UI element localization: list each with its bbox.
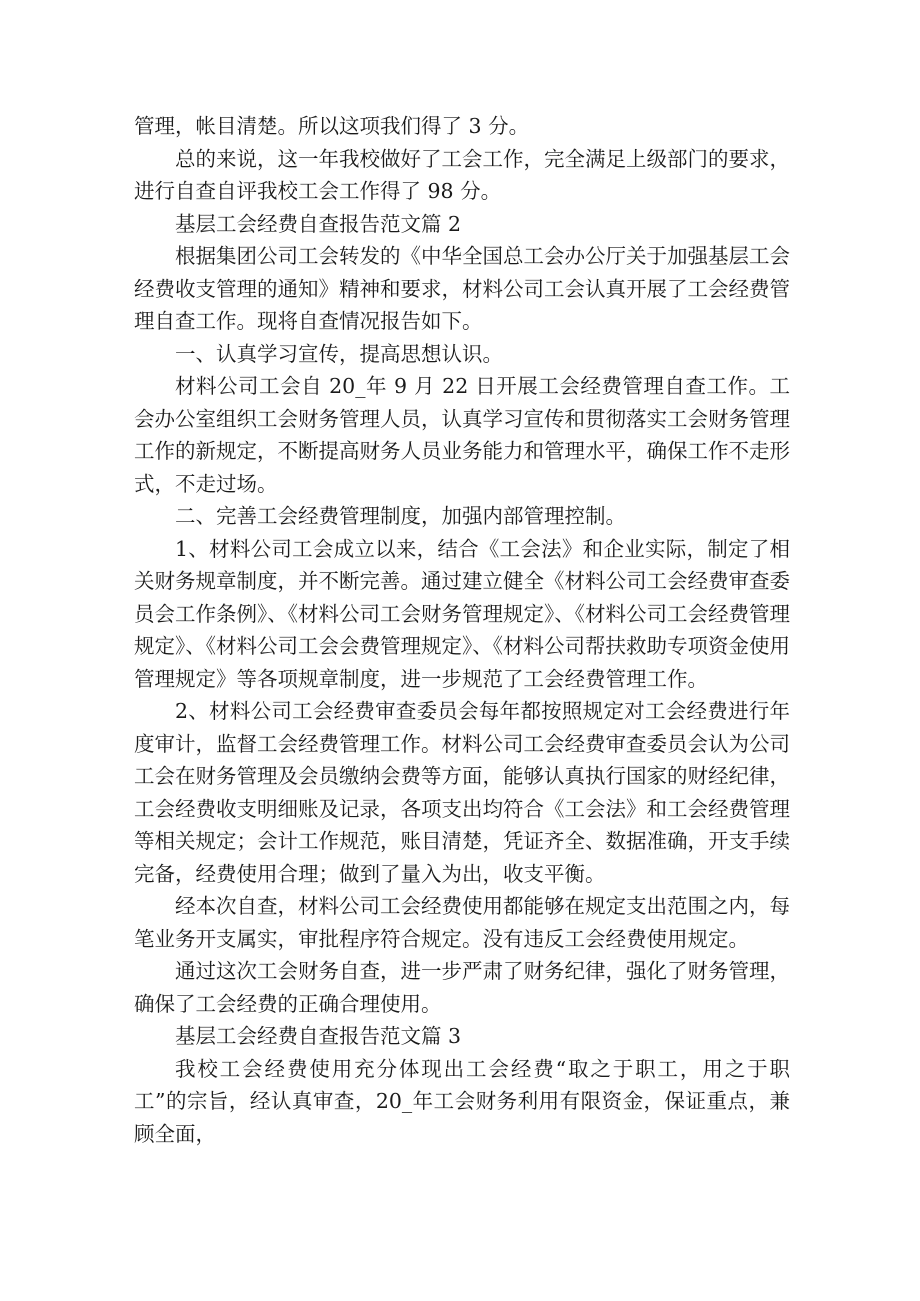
- paragraph-point-1-title: 一、认真学习宣传，提高思想认识。: [175, 341, 503, 366]
- paragraph-item-2: 2、材料公司工会经费审查委员会每年都按照规定对工会经费进行年度审计，监督工会经费管理工作。材料公司工会经费审查委员会认为公司工会在财务管理及会员缴纳会费等方面，能够认真执行国家的财经纪律，工会经费收支明细账及记录，各项支出均符合《工会法》和工会经费管理等相关规定；会计工作规范，账目清楚，凭证齐全、数据准确，开支手续完备，经费使用合理；做到了量入为出，收支平衡。: [134, 699, 790, 886]
- document-body: [134, 110, 790, 1150]
- paragraph-point-2-title: 二、完善工会经费管理制度，加强内部管理控制。: [175, 504, 626, 528]
- section-heading-3: 基层工会经费自查报告范文篇 3: [175, 1024, 462, 1048]
- paragraph-section-3-body: 我校工会经费使用充分体现出工会经费“取之于职工，用之于职工”的宗旨，经认真审查，20_年工会财务利用有限资金，保证重点，兼顾全面，: [134, 1056, 790, 1146]
- paragraph-conclusion-1: 经本次自查，材料公司工会经费使用都能够在规定支出范围之内，每笔业务开支属实，审批程序符合规定。没有违反工会经费使用规定。: [134, 894, 790, 951]
- paragraph-intro: 根据集团公司工会转发的《中华全国总工会办公厅关于加强基层工会经费收支管理的通知》精神和要求，材料公司工会认真开展了工会经费管理自查工作。现将自查情况报告如下。: [134, 244, 790, 333]
- section-heading-2: 基层工会经费自查报告范文篇 2: [175, 211, 462, 236]
- paragraph-point-1-body: 材料公司工会自 20_年 9 月 22 日开展工会经费管理自查工作。工会办公室组织工会财务管理人员，认真学习宣传和贯彻落实工会财务管理工作的新规定，不断提高财务人员业务能力和管理水平，确保工作不走形式，不走过场。: [134, 374, 790, 496]
- paragraph-item-1: 1、材料公司工会成立以来，结合《工会法》和企业实际，制定了相关财务规章制度，并不断完善。通过建立健全《材料公司工会经费审查委员会工作条例》、《材料公司工会财务管理规定》、《材料公司工会经费管理规定》、《材料公司工会会费管理规定》、《材料公司帮扶救助专项资金使用管理规定》等各项规章制度，进一步规范了工会经费管理工作。: [134, 536, 790, 691]
- paragraph-conclusion-2: 通过这次工会财务自查，进一步严肃了财务纪律，强化了财务管理，确保了工会经费的正确合理使用。: [134, 959, 790, 1016]
- paragraph-continuation: 管理，帐目清楚。所以这项我们得了 3 分。: [134, 114, 530, 138]
- paragraph-summary: 总的来说，这一年我校做好了工会工作，完全满足上级部门的要求，进行自查自评我校工会工作得了 98 分。: [134, 146, 790, 203]
